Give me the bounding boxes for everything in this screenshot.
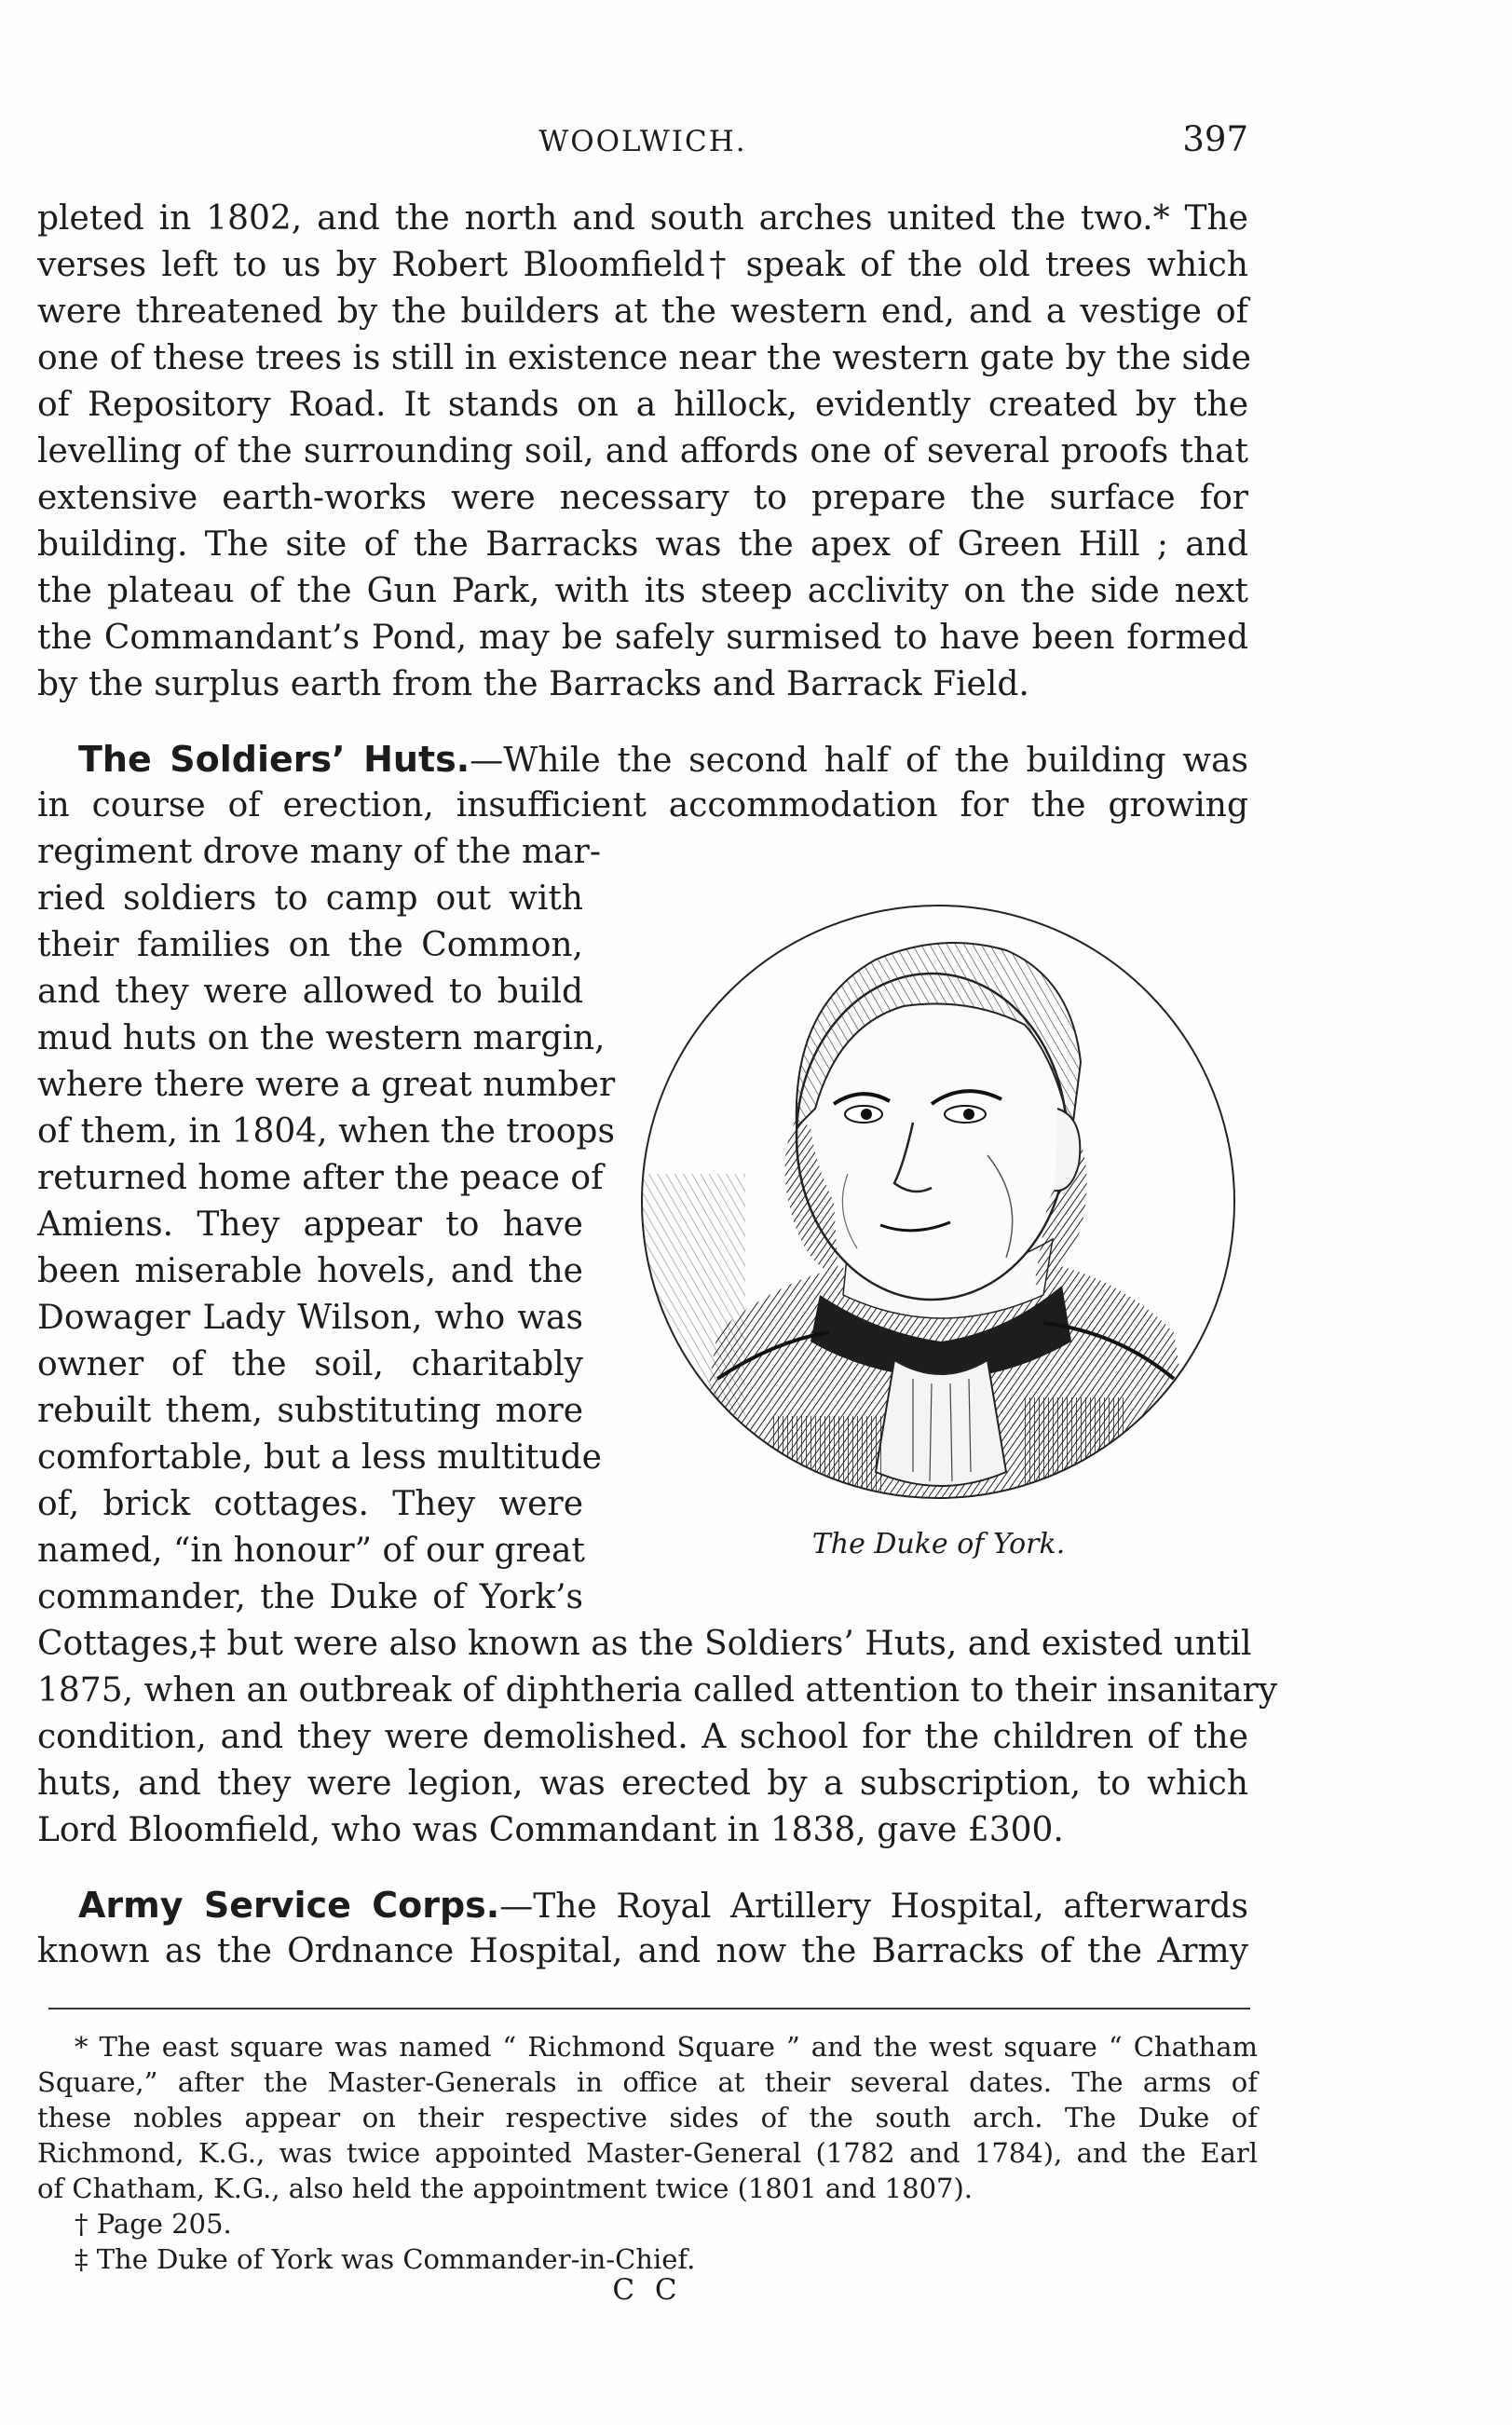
text-run: —While the second half of the building was: [470, 742, 1248, 780]
text-line: Dowager Lady Wilson, who was: [37, 1299, 583, 1337]
text-line: commander, the Duke of York’s: [37, 1578, 583, 1616]
text-line: of them, in 1804, when the troops: [37, 1112, 615, 1151]
text-line: building. The site of the Barracks was the apex of Green Hill ; and: [37, 525, 1248, 564]
running-title: WOOLWICH.: [538, 125, 747, 158]
text-line: mud huts on the western margin,: [37, 1019, 606, 1057]
text-line: Lord Bloomfield, who was Commandant in 1838, gave £300.: [37, 1811, 1064, 1849]
text-line: regiment drove many of the mar-: [37, 833, 602, 871]
footnotes: [37, 2029, 1258, 2277]
text-line: where there were a great number: [37, 1066, 616, 1104]
paragraph-soldiers-huts: [37, 736, 1248, 829]
footnote-line: Square,” after the Master-Generals in office at their several dates. The arms of: [37, 2066, 1258, 2098]
text-line: of, brick cottages. They were: [37, 1485, 583, 1523]
text-line: by the surplus earth from the Barracks and Barrack Field.: [37, 665, 1029, 703]
text-line: verses left to us by Robert Bloomfield† speak of the old trees which: [37, 246, 1248, 284]
text-line: 1875, when an outbreak of diphtheria called attention to their insanitary: [37, 1671, 1278, 1710]
page-number: 397: [1182, 119, 1248, 159]
text-line: comfortable, but a less multitude: [37, 1438, 602, 1477]
text-line: Amiens. They appear to have: [37, 1206, 583, 1244]
text-line: levelling of the surrounding soil, and affords one of several proofs that: [37, 432, 1248, 470]
paragraph-army-service-corps: [37, 1882, 1248, 1975]
duke-of-york-portrait: [633, 894, 1244, 1514]
figure-caption: The Duke of York.: [811, 1528, 1066, 1560]
wrapped-text-column: [37, 829, 616, 1621]
paragraph-opening: [37, 196, 1251, 708]
text-line: extensive earth-works were necessary to prepare the surface for: [37, 479, 1248, 517]
text-line: Cottages,‡ but were also known as the Soldiers’ Huts, and existed until: [37, 1625, 1252, 1663]
text-line: the Commandant’s Pond, may be safely surmised to have been formed: [37, 619, 1248, 657]
running-head: [37, 119, 1248, 166]
text-line: their families on the Common,: [37, 926, 583, 964]
text-run: —The Royal Artillery Hospital, afterwards: [499, 1887, 1248, 1926]
text-line: the plateau of the Gun Park, with its steep acclivity on the side next: [37, 572, 1248, 610]
signature-mark: C C: [612, 2273, 683, 2307]
text-line: were threatened by the builders at the western end, and a vestige of: [37, 293, 1248, 331]
footnote-rule: [48, 2008, 1250, 2009]
footnote-line: * The east square was named “ Richmond Square ” and the west square “ Chatham: [75, 2031, 1258, 2063]
footnote-line: ‡ The Duke of York was Commander-in-Chief.: [75, 2243, 696, 2275]
text-line: condition, and they were demolished. A school for the children of the: [37, 1718, 1248, 1756]
section-heading-soldiers-huts: The Soldiers’ Huts.: [78, 739, 470, 780]
footnote-line: these nobles appear on their respective sides of the south arch. The Duke of: [37, 2102, 1258, 2133]
text-line: [37, 736, 1248, 783]
text-line: rebuilt them, substituting more: [37, 1392, 583, 1430]
text-line: owner of the soil, charitably: [37, 1345, 583, 1383]
text-line: in course of erection, insufficient accommodation for the growing: [37, 786, 1248, 824]
footnote-line: of Chatham, K.G., also held the appointment twice (1801 and 1807).: [37, 2173, 974, 2204]
footnote-line: † Page 205.: [75, 2208, 232, 2240]
text-line: named, “in honour” of our great: [37, 1532, 585, 1570]
text-line: of Repository Road. It stands on a hillock, evidently created by the: [37, 386, 1248, 424]
footnote-line: Richmond, K.G., was twice appointed Master-General (1782 and 1784), and the Earl: [37, 2137, 1258, 2169]
section-heading-army-service-corps: Army Service Corps.: [78, 1885, 500, 1926]
text-line: known as the Ordnance Hospital, and now the Barracks of the Army: [37, 1932, 1248, 1970]
portrait-engraving: [633, 894, 1244, 1514]
text-line: pleted in 1802, and the north and south arches united the two.* The: [37, 199, 1248, 238]
text-line: returned home after the peace of: [37, 1159, 604, 1197]
text-line: ried soldiers to camp out with: [37, 879, 583, 918]
text-line: huts, and they were legion, was erected by a subscription, to which: [37, 1764, 1248, 1803]
text-line: and they were allowed to build: [37, 973, 583, 1011]
text-line: one of these trees is still in existence near the western gate by the side: [37, 339, 1251, 377]
text-line: [37, 1882, 1248, 1928]
text-line: been miserable hovels, and the: [37, 1252, 583, 1290]
paragraph-soldiers-continued: [37, 1621, 1278, 1854]
